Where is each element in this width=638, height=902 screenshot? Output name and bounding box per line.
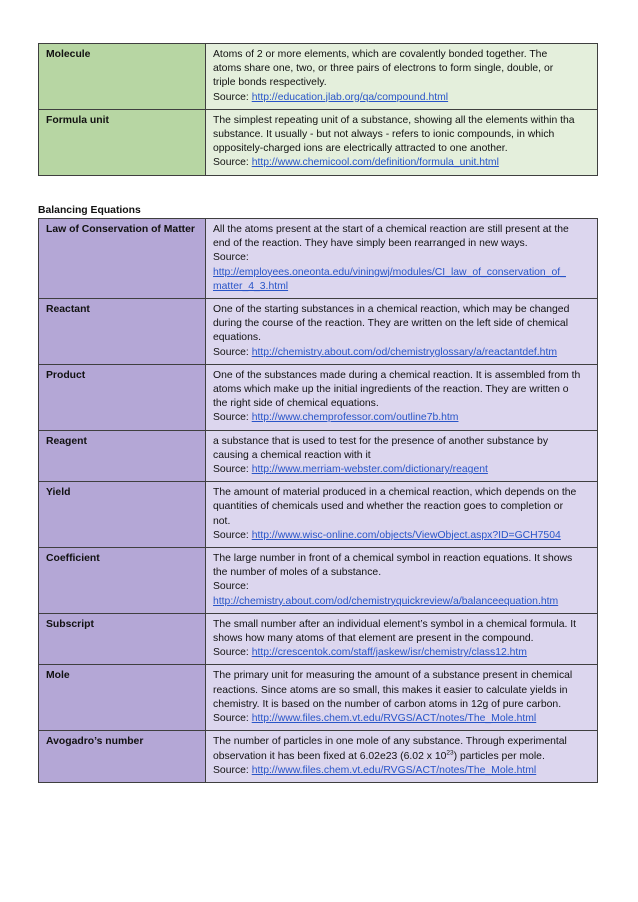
definition-line: The small number after an individual element’s symbol in a chemical formula. It	[213, 618, 577, 630]
source-link[interactable]: http://education.jlab.org/qa/compound.html	[251, 91, 449, 103]
source-label: Source:	[213, 91, 252, 103]
term-cell	[39, 482, 206, 548]
definition-line: Source:	[213, 581, 249, 593]
table-row	[39, 364, 598, 430]
term-label: Mole	[46, 670, 70, 682]
table-row	[39, 299, 598, 365]
term-label: Formula unit	[46, 114, 109, 126]
section-title: Balancing Equations	[38, 205, 141, 216]
term-cell	[39, 364, 206, 430]
definition-cell	[206, 548, 598, 614]
term-cell	[39, 219, 206, 299]
source-line	[213, 595, 592, 609]
definition-line: a substance that is used to test for the presence of another substance by	[213, 435, 549, 447]
source-label: Source:	[213, 764, 252, 776]
definitions-table-2	[38, 218, 598, 783]
source-line	[213, 646, 592, 660]
source-link[interactable]: matter_4_3.html	[213, 280, 289, 292]
definition-line: equations.	[213, 332, 261, 344]
definition-cell	[206, 482, 598, 548]
source-line	[213, 346, 592, 360]
definition-cell	[206, 731, 598, 783]
definition-line: the number of moles of a substance.	[213, 567, 382, 579]
source-link[interactable]: http://crescentok.com/staff/jaskew/isr/chemistry/class12.htm	[251, 647, 527, 659]
term-label: Yield	[46, 487, 71, 499]
term-cell	[39, 299, 206, 365]
definition-line: triple bonds respectively.	[213, 77, 327, 89]
term-cell	[39, 731, 206, 783]
definition-line: Source:	[213, 252, 249, 264]
term-label: Reagent	[46, 435, 87, 447]
source-link[interactable]: http://www.chemprofessor.com/outline7b.htm	[251, 412, 459, 424]
source-line	[213, 712, 592, 726]
term-cell	[39, 548, 206, 614]
definition-line: The simplest repeating unit of a substance, showing all the elements within tha	[213, 114, 575, 126]
table-row	[39, 109, 598, 175]
term-cell	[39, 109, 206, 175]
source-label: Source:	[213, 529, 252, 541]
source-link[interactable]: http://employees.oneonta.edu/viningwj/modules/CI_law_of_conservation_of_	[213, 266, 566, 278]
term-label: Product	[46, 369, 86, 381]
definition-cell	[206, 219, 598, 299]
definition-line: One of the starting substances in a chemical reaction, which may be changed	[213, 304, 570, 316]
source-link[interactable]: http://chemistry.about.com/od/chemistryglossary/a/reactantdef.htm	[251, 346, 558, 358]
term-label: Avogadro’s number	[46, 736, 144, 748]
source-line	[213, 463, 592, 477]
exponent: 23	[446, 749, 454, 757]
source-label: Source:	[213, 647, 252, 659]
definition-line: shows how many atoms of that element are present in the compound.	[213, 633, 534, 645]
definition-cell	[206, 665, 598, 731]
term-label: Law of Conservation of Matter	[46, 224, 195, 235]
source-link[interactable]: http://www.files.chem.vt.edu/RVGS/ACT/notes/The_Mole.html	[251, 713, 537, 725]
definition-line	[213, 750, 592, 764]
definition-line: Atoms of 2 or more elements, which are covalently bonded together. The	[213, 49, 548, 60]
definition-cell	[206, 109, 598, 175]
definition-line: The large number in front of a chemical symbol in reaction equations. It shows	[213, 553, 573, 565]
term-cell	[39, 665, 206, 731]
source-line	[213, 91, 592, 105]
source-link[interactable]: http://www.files.chem.vt.edu/RVGS/ACT/notes/The_Mole.html	[251, 764, 537, 776]
table-row	[39, 430, 598, 482]
table-row	[39, 613, 598, 665]
source-label: Source:	[213, 412, 252, 424]
definition-text: ) particles per mole.	[453, 750, 545, 762]
source-label: Source:	[213, 346, 252, 358]
definition-cell	[206, 364, 598, 430]
definition-cell	[206, 299, 598, 365]
definition-line: One of the substances made during a chemical reaction. It is assembled from th	[213, 369, 581, 381]
table-row	[39, 548, 598, 614]
source-line	[213, 529, 592, 543]
definition-line: end of the reaction. They have simply been rearranged in new ways.	[213, 238, 528, 250]
term-cell	[39, 44, 206, 110]
definition-line: reactions. Since atoms are so small, this makes it easier to calculate yields in	[213, 684, 568, 696]
definition-line: causing a chemical reaction with it	[213, 449, 371, 461]
term-label: Subscript	[46, 618, 94, 630]
definition-line: All the atoms present at the start of a chemical reaction are still present at the	[213, 224, 569, 235]
definition-text: observation it has been fixed at 6.02e23 (6.02 x 10	[213, 750, 447, 762]
term-label: Molecule	[46, 49, 91, 60]
source-line	[213, 411, 592, 425]
table-row	[39, 44, 598, 110]
definitions-table-1	[38, 43, 598, 176]
source-line	[213, 156, 592, 170]
definition-line: The primary unit for measuring the amount of a substance present in chemical	[213, 670, 573, 682]
source-label: Source:	[213, 713, 252, 725]
definition-line: during the course of the reaction. They are written on the left side of chemical	[213, 318, 569, 330]
term-cell	[39, 613, 206, 665]
definition-line: quantities of chemicals used and whether the reaction goes to completion or	[213, 501, 564, 513]
table-row	[39, 731, 598, 783]
definition-line: not.	[213, 515, 231, 527]
definition-line: chemistry. It is based on the number of carbon atoms in 12g of pure carbon.	[213, 698, 562, 710]
source-link[interactable]: http://www.merriam-webster.com/dictionary/reagent	[251, 464, 488, 476]
term-cell	[39, 430, 206, 482]
table-row	[39, 665, 598, 731]
definition-line: atoms which make up the initial ingredients of the reaction. They are written o	[213, 384, 569, 396]
definition-line: atoms share one, two, or three pairs of electrons to form single, double, or	[213, 63, 554, 75]
definition-cell	[206, 430, 598, 482]
term-label: Reactant	[46, 304, 90, 316]
definition-line: substance. It usually - but not always - refers to ionic compounds, in which	[213, 129, 555, 141]
definition-line: The amount of material produced in a chemical reaction, which depends on the	[213, 487, 577, 499]
definition-line: The number of particles in one mole of any substance. Through experimental	[213, 736, 567, 748]
source-link[interactable]: http://www.chemicool.com/definition/formula_unit.html	[251, 157, 499, 169]
definition-cell	[206, 613, 598, 665]
source-link[interactable]: http://chemistry.about.com/od/chemistryquickreview/a/balanceequation.htm	[213, 595, 559, 607]
source-line	[213, 266, 592, 280]
definition-line: the right side of chemical equations.	[213, 398, 379, 410]
source-line	[213, 280, 592, 294]
table-row	[39, 482, 598, 548]
definition-line: oppositely-charged ions are electrically attracted to one another.	[213, 143, 508, 155]
table-row	[39, 219, 598, 299]
source-line	[213, 764, 592, 778]
definition-cell	[206, 44, 598, 110]
source-label: Source:	[213, 157, 252, 169]
source-link[interactable]: http://www.wisc-online.com/objects/ViewObject.aspx?ID=GCH7504	[251, 529, 561, 541]
term-label: Coefficient	[46, 553, 100, 565]
source-label: Source:	[213, 464, 252, 476]
